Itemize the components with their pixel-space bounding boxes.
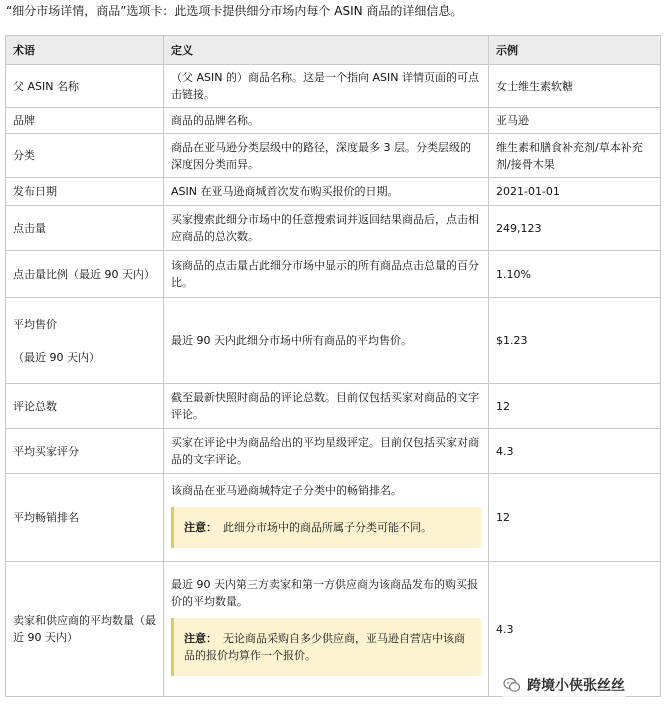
example-cell: 2021-01-01	[489, 178, 661, 206]
term-cell: 父 ASIN 名称	[6, 65, 164, 108]
definition-cell	[164, 474, 489, 562]
definition-cell	[164, 562, 489, 697]
definition-cell: 商品在亚马逊分类层级中的路径，深度最多 3 层。分类层级的深度因分类而异。	[164, 134, 489, 178]
term-cell: 平均畅销排名	[6, 474, 164, 562]
term-cell: 点击量	[6, 206, 164, 251]
header-term: 术语	[6, 36, 164, 65]
note-text: 此细分市场中的商品所属子分类可能不同。	[223, 520, 432, 534]
definition-text: 该商品在亚马逊商城特定子分类中的畅销排名。	[171, 483, 402, 497]
example-cell: 249,123	[489, 206, 661, 251]
definition-cell: 最近 90 天内此细分市场中所有商品的平均售价。	[164, 298, 489, 384]
term-cell: 平均买家评分	[6, 429, 164, 474]
note-text: 无论商品采购自多少供应商，亚马逊自营店中该商品的报价均算作一个报价。	[184, 632, 465, 662]
table-header-row	[6, 36, 661, 65]
example-cell: 4.3	[489, 562, 661, 697]
table-row	[6, 474, 661, 562]
header-definition: 定义	[164, 36, 489, 65]
example-cell: 女士维生素软糖	[489, 65, 661, 108]
term-cell	[6, 298, 164, 384]
table-row	[6, 65, 661, 108]
intro-text: “细分市场详情，商品”选项卡：此选项卡提供细分市场内每个 ASIN 商品的详细信息。	[6, 4, 463, 18]
table-row	[6, 206, 661, 251]
table-row	[6, 134, 661, 178]
note-callout	[171, 507, 481, 548]
term-cell: 卖家和供应商的平均数量（最近 90 天内）	[6, 562, 164, 697]
table-row	[6, 298, 661, 384]
example-cell: 12	[489, 384, 661, 429]
table-row	[6, 178, 661, 206]
definition-cell: 买家在评论中为商品给出的平均星级评定。目前仅包括买家对商品的文字评论。	[164, 429, 489, 474]
note-callout	[171, 618, 481, 676]
note-label: 注意：	[184, 632, 217, 645]
definition-cell: 该商品的点击量占此细分市场中显示的所有商品点击总量的百分比。	[164, 251, 489, 298]
definition-cell: 买家搜索此细分市场中的任意搜索词并返回结果商品后，点击相应商品的总次数。	[164, 206, 489, 251]
watermark-text: 跨境小侠张丝丝	[527, 678, 625, 694]
term-cell: 发布日期	[6, 178, 164, 206]
term-cell: 点击量比例（最近 90 天内）	[6, 251, 164, 298]
watermark	[503, 673, 625, 697]
header-example: 示例	[489, 36, 661, 65]
definition-cell: ASIN 在亚马逊商城首次发布购买报价的日期。	[164, 178, 489, 206]
wechat-icon	[503, 676, 521, 694]
example-cell: 4.3	[489, 429, 661, 474]
definition-text: 最近 90 天内第三方卖家和第一方供应商为该商品发布的购买报价的平均数量。	[171, 578, 478, 608]
example-cell: 12	[489, 474, 661, 562]
table-row	[6, 429, 661, 474]
table-row	[6, 251, 661, 298]
table-row	[6, 384, 661, 429]
term-cell: 评论总数	[6, 384, 164, 429]
term-cell: 品牌	[6, 108, 164, 134]
definition-cell: （父 ASIN 的）商品名称。这是一个指向 ASIN 详情页面的可点击链接。	[164, 65, 489, 108]
example-cell: 亚马逊	[489, 108, 661, 134]
example-cell: 1.10%	[489, 251, 661, 298]
note-label: 注意：	[184, 520, 217, 534]
definition-cell: 商品的品牌名称。	[164, 108, 489, 134]
example-cell: 维生素和膳食补充剂/草本补充剂/接骨木果	[489, 134, 661, 178]
term-cell: 分类	[6, 134, 164, 178]
example-cell: $1.23	[489, 298, 661, 384]
table-row	[6, 108, 661, 134]
term-line: 平均售价	[13, 317, 57, 331]
definition-cell: 截至最新快照时商品的评论总数。目前仅包括买家对商品的文字评论。	[164, 384, 489, 429]
terms-table	[5, 35, 661, 697]
term-subline: （最近 90 天内）	[13, 350, 100, 364]
